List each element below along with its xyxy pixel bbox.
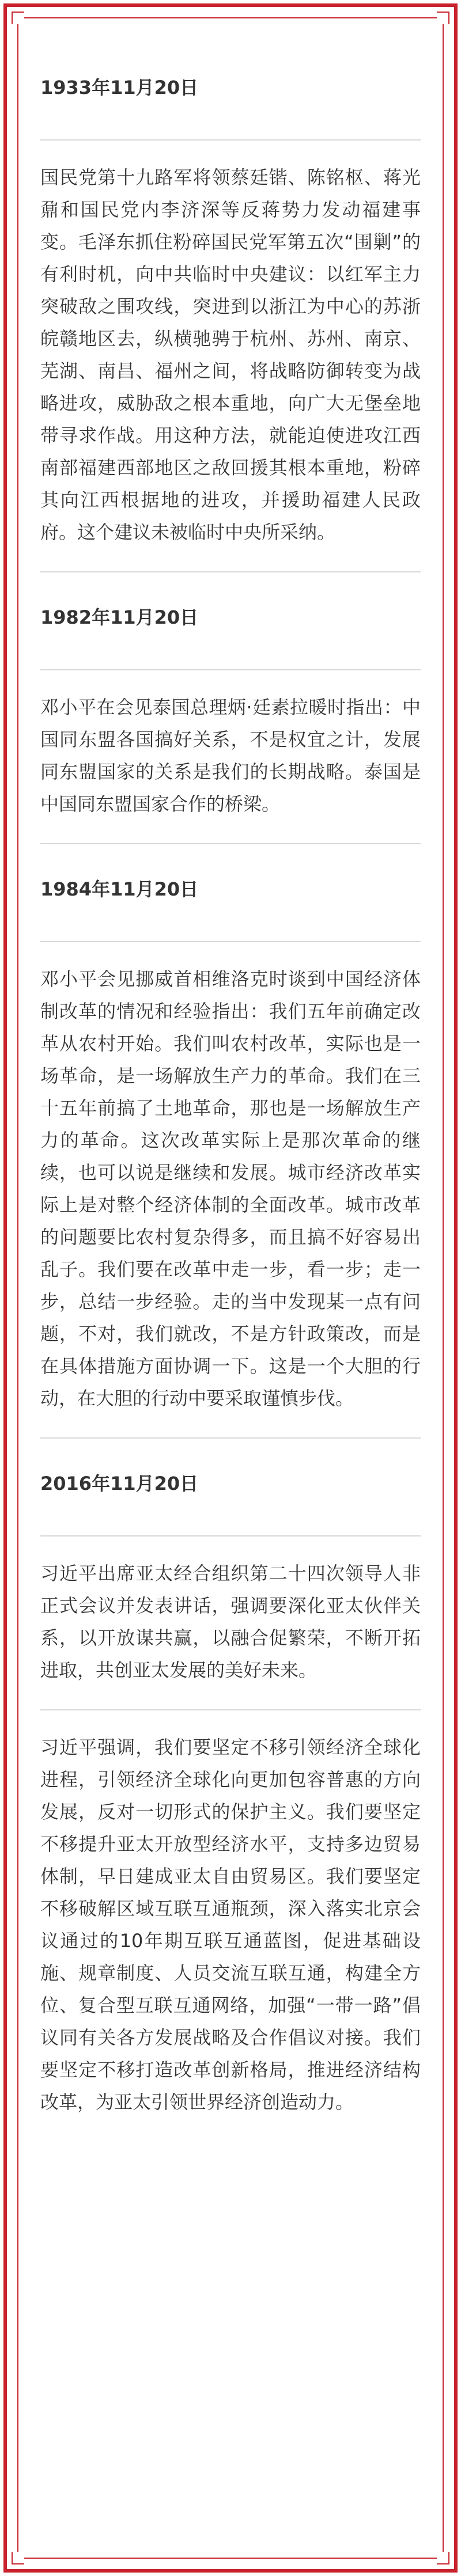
entry-paragraph: 习近平出席亚太经合组织第二十四次领导人非正式会议并发表讲话，强调要深化亚太伙伴关系，以开放谋共赢，以融合促繁荣，不断开拓进取，共创亚太发展的美好未来。 xyxy=(40,1562,421,1681)
section-divider xyxy=(40,571,421,572)
section-divider xyxy=(40,843,421,844)
date-divider xyxy=(40,941,421,942)
corner-ornament-top-right xyxy=(437,12,449,24)
entry-paragraph: 国民党第十九路军将领蔡廷锴、陈铭枢、蒋光鼐和国民党内李济深等反蒋势力发动福建事变。毛泽东抓住粉碎国民党军第五次“围剿”的有利时机，向中共临时中央建议：以红军主力突破敌之围攻线，突进到以浙江为中心的苏浙皖赣地区去，纵横驰骋于杭州、苏州、南京、芜湖、南昌、福州之间，将战略防御转变为战略进攻，威胁敌之根本重地，向广大无堡垒地带寻求作战。用这种方法，就能迫使进攻江西南部福建西部地区之敌回援其根本重地，粉碎其向江西根据地的进攻，并援助福建人民政府。这个建议未被临时中央所采纳。 xyxy=(40,166,421,543)
entry-1982 xyxy=(40,606,421,844)
entry-paragraph: 习近平强调，我们要坚定不移引领经济全球化进程，引领经济全球化向更加包容普惠的方向发展，反对一切形式的保护主义。我们要坚定不移提升亚太开放型经济水平，支持多边贸易体制，早日建成亚太自由贸易区。我们要坚定不移破解区域互联互通瓶颈，深入落实北京会议通过的10年期互联互通蓝图，促进基础设施、规章制度、人员交流互联互通，构建全方位、复合型互联互通网络，加强“一带一路”倡议同有关各方发展战略及合作倡议对接。我们要坚定不移打造改革创新格局，推进经济结构改革，为亚太引领世界经济创造动力。 xyxy=(40,1736,421,2113)
date-divider xyxy=(40,1535,421,1537)
date-divider xyxy=(40,139,421,141)
section-divider xyxy=(40,1437,421,1439)
entry-2016 xyxy=(40,1472,421,2118)
entry-date: 1982年11月20日 xyxy=(40,606,199,628)
entry-paragraph: 邓小平在会见泰国总理炳·廷素拉暖时指出：中国同东盟各国搞好关系，不是权宜之计，发展同东盟国家的关系是我们的长期战略。泰国是中国同东盟国家合作的桥梁。 xyxy=(40,696,421,815)
paragraph-divider xyxy=(40,1709,421,1710)
corner-ornament-bottom-left xyxy=(12,2552,24,2564)
entry-paragraph: 邓小平会见挪威首相维洛克时谈到中国经济体制改革的情况和经验指出：我们五年前确定改革从农村开始。我们叫农村改革，实际也是一场革命，是一场解放生产力的革命。我们在三十五年前搞了土地革命，那也是一场解放生产力的革命。这次改革实际上是那次革命的继续，也可以说是继续和发展。城市经济改革实际上是对整个经济体制的全面改革。城市改革的问题要比农村复杂得多，而且搞不好容易出乱子。我们要在改革中走一步，看一步；走一步，总结一步经验。走的当中发现某一点有问题，不对，我们就改，不是方针政策改，而是在具体措施方面协调一下。这是一个大胆的行动，在大胆的行动中要采取谨慎步伐。 xyxy=(40,968,421,1409)
corner-ornament-bottom-right xyxy=(437,2552,449,2564)
entry-date: 1933年11月20日 xyxy=(40,77,199,98)
article-body xyxy=(40,35,421,2146)
entry-date: 1984年11月20日 xyxy=(40,878,199,900)
date-divider xyxy=(40,669,421,670)
entry-1984 xyxy=(40,878,421,1439)
corner-ornament-top-left xyxy=(12,12,24,24)
entry-date: 2016年11月20日 xyxy=(40,1473,199,1494)
entry-1933 xyxy=(40,76,421,572)
